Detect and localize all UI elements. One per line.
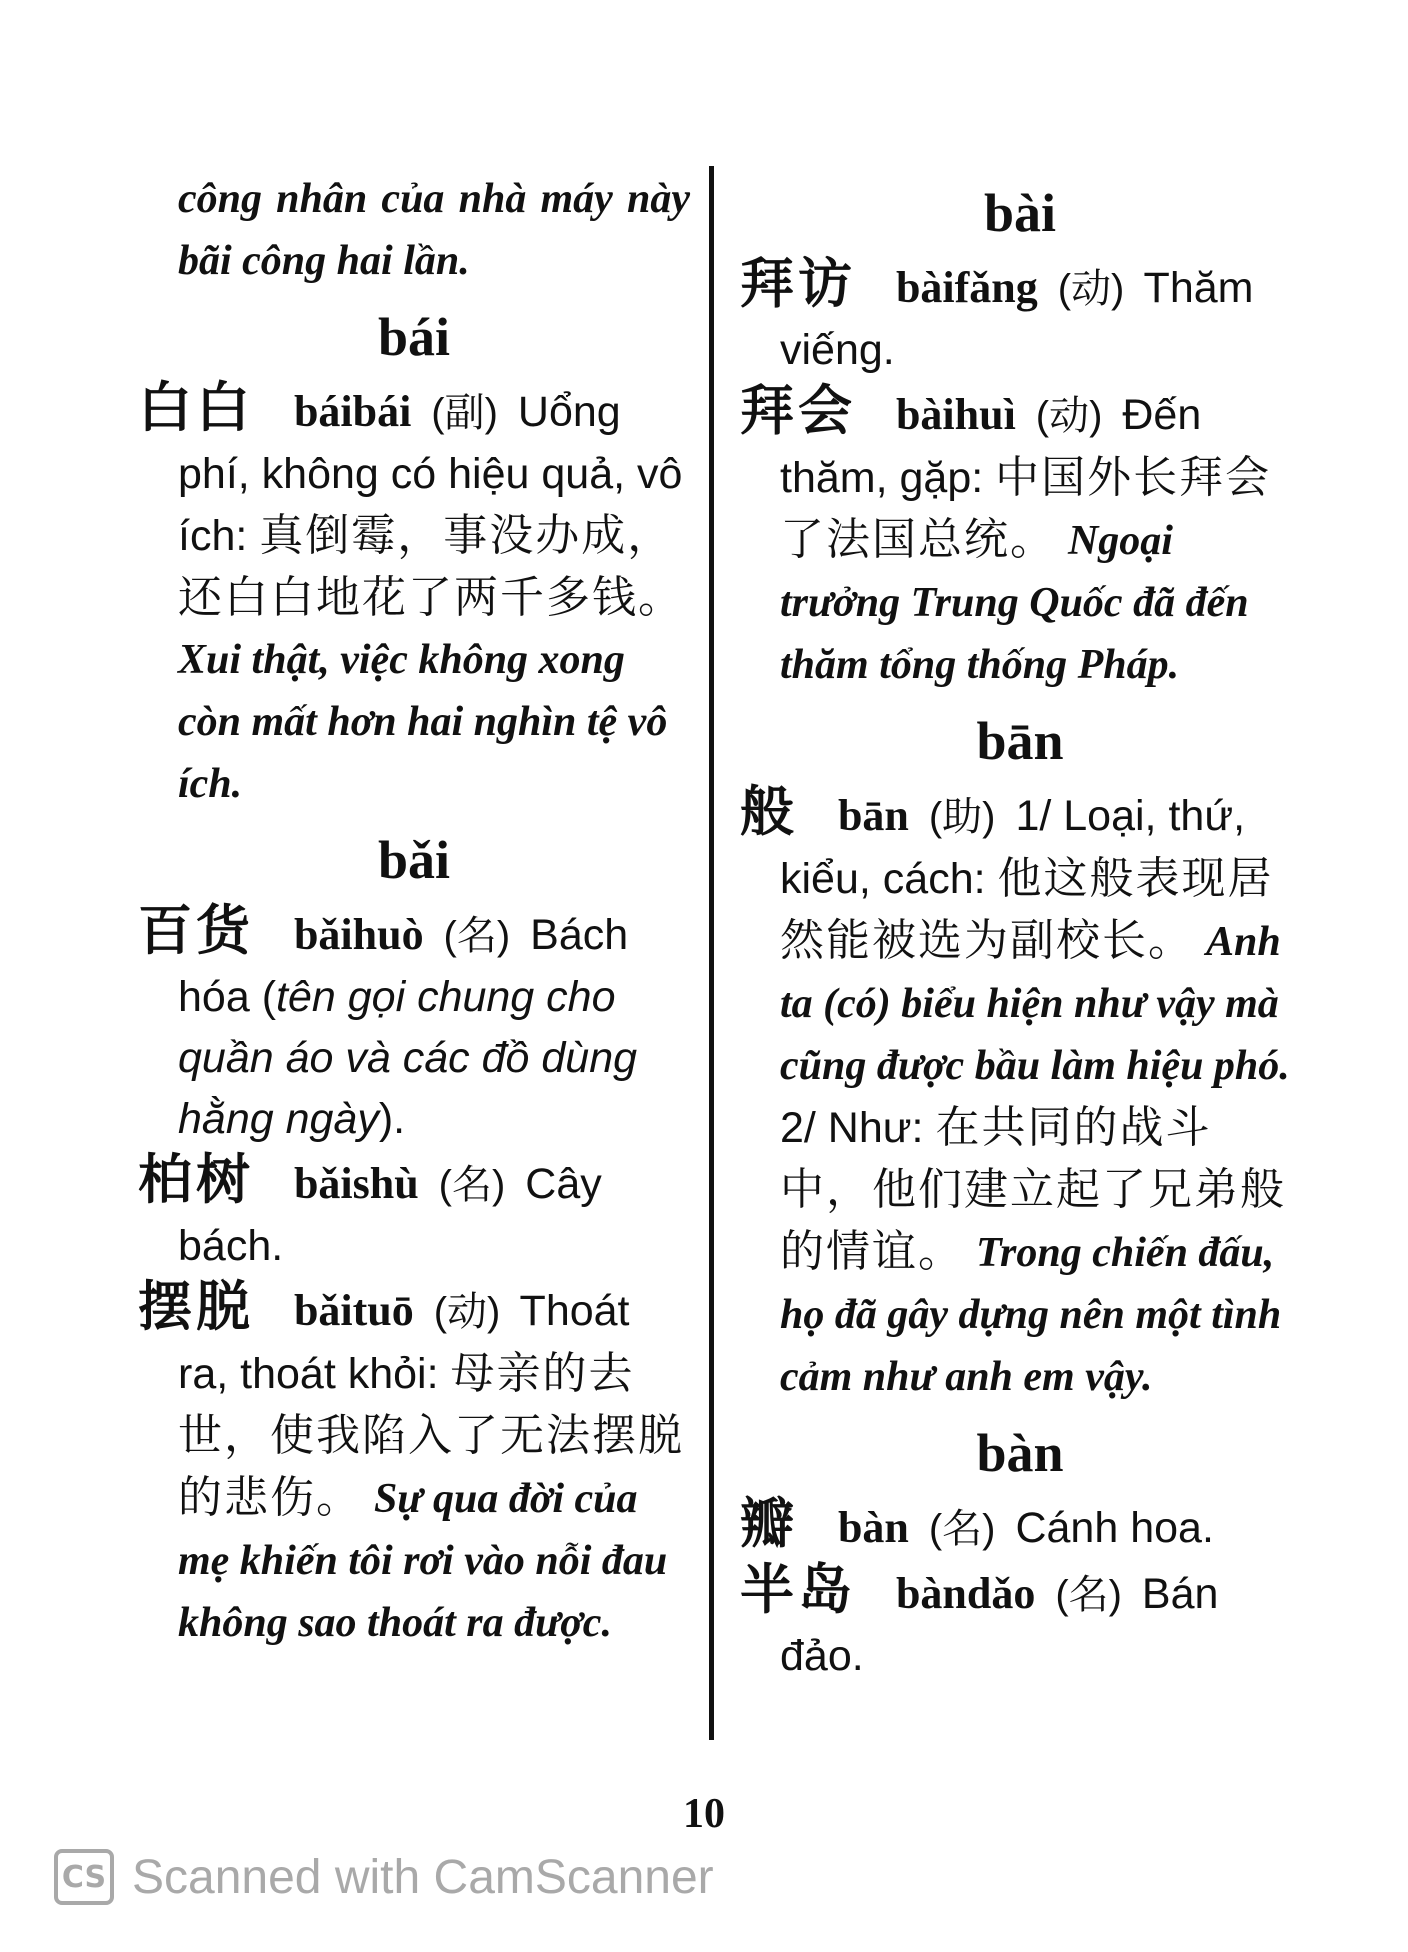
entry-pinyin: bǎishù	[293, 1159, 419, 1208]
entry-definition-note: tên gọi chung cho quần áo và các đồ dùng hằng ngày	[178, 973, 638, 1143]
example-vietnamese: Anh ta (có) biểu hiện như vậy mà cũng được bầu làm hiệu phó.	[780, 919, 1290, 1089]
example-vietnamese: Xui thật, việc không xong còn mất hơn hai nghìn tệ vô ích.	[178, 637, 668, 807]
entry-definition: Uổng phí, không có hiệu quả, vô ích:	[178, 388, 683, 560]
entry-pos: (动)	[433, 1290, 501, 1334]
example-vietnamese: Ngoại trưởng Trung Quốc đã đến thăm tổng thống Pháp.	[780, 518, 1249, 688]
entry-pinyin: bàihuì	[895, 390, 1016, 439]
entry-definition: Bách hóa (	[178, 911, 629, 1021]
entry-definition-2: 2/ Như:	[780, 1104, 924, 1152]
entry-pos: (动)	[1035, 394, 1103, 438]
entry-definition: Thăm viếng.	[780, 264, 1254, 374]
entry-baituo	[138, 1277, 690, 1654]
section-heading-ban1: bān	[976, 711, 1064, 771]
entry-pos: (助)	[928, 795, 996, 839]
entry-pos: (名)	[443, 914, 511, 958]
section-heading-bai2: bái	[377, 307, 451, 367]
watermark-text: Scanned with CamScanner	[132, 1850, 714, 1904]
example-chinese-2: 在共同的战斗中，他们建立起了兄弟般的情谊。	[780, 1103, 1286, 1276]
entry-baihuo	[138, 901, 690, 1150]
entry-ban-petal	[740, 1494, 1300, 1560]
entry-hanzi: 瓣	[740, 1494, 798, 1554]
section-heading-ban4: bàn	[976, 1423, 1064, 1483]
entry-pos: (名)	[438, 1163, 506, 1207]
entry-pinyin: bàndǎo	[895, 1569, 1036, 1618]
example-vietnamese: Sự qua đời của mẹ khiến tôi rơi vào nỗi đau không sao thoát ra được.	[178, 1476, 668, 1646]
right-column	[740, 168, 1300, 1687]
entry-hanzi: 百货	[138, 901, 254, 961]
entry-baishu	[138, 1150, 690, 1277]
entry-pinyin: báibái	[293, 387, 412, 436]
entry-baibai	[138, 378, 690, 815]
example-chinese: 真倒霉，事没办成，还白白地花了两千多钱。	[178, 511, 684, 622]
left-column	[138, 168, 690, 1654]
entry-baihui	[740, 381, 1300, 696]
example-chinese: 母亲的去世，使我陷入了无法摆脱的悲伤。	[178, 1349, 684, 1522]
example-chinese: 他这般表现居然能被选为副校长。	[780, 854, 1274, 965]
entry-pos: (名)	[928, 1507, 996, 1551]
entry-hanzi: 白白	[138, 378, 254, 438]
entry-baifang	[740, 254, 1300, 381]
camscanner-logo-icon: CS	[54, 1849, 114, 1905]
entry-pos: (名)	[1055, 1573, 1122, 1617]
entry-definition: Bán đảo.	[780, 1570, 1219, 1680]
column-divider	[709, 166, 714, 1740]
entry-hanzi: 柏树	[138, 1150, 254, 1210]
entry-pos: (副)	[431, 391, 498, 435]
entry-hanzi: 拜访	[740, 254, 856, 314]
section-heading-bai4: bài	[983, 183, 1057, 243]
entry-ban-particle	[740, 782, 1300, 1408]
entry-hanzi: 半岛	[740, 1560, 856, 1620]
entry-hanzi: 摆脱	[138, 1277, 254, 1337]
entry-hanzi: 拜会	[740, 381, 856, 441]
page-number: 10	[683, 1791, 725, 1837]
continued-example: công nhân của nhà máy này bãi công hai lần.	[178, 176, 690, 284]
entry-definition: Thoát ra, thoát khỏi:	[178, 1287, 630, 1398]
entry-definition-end: ).	[378, 1095, 406, 1143]
entry-pinyin: bàn	[837, 1503, 909, 1552]
camscanner-watermark	[54, 1844, 714, 1910]
entry-definition: Cánh hoa.	[1015, 1504, 1214, 1552]
entry-pinyin: bǎituō	[293, 1286, 414, 1335]
entry-pinyin: bān	[837, 791, 909, 840]
entry-definition: Cây bách.	[178, 1160, 602, 1270]
entry-bandao	[740, 1560, 1300, 1687]
entry-definition: 1/ Loại, thứ, kiểu, cách:	[780, 792, 1246, 903]
entry-pinyin: bàifǎng	[895, 263, 1038, 312]
entry-pinyin: bǎihuò	[293, 910, 424, 959]
entry-definition: Đến thăm, gặp:	[780, 391, 1202, 502]
section-heading-bai3: bǎi	[377, 830, 451, 890]
example-chinese: 中国外长拜会了法国总统。	[780, 453, 1272, 564]
example-vietnamese-2: Trong chiến đấu, họ đã gây dựng nên một tình cảm như anh em vậy.	[780, 1230, 1282, 1400]
entry-pos: (动)	[1057, 267, 1125, 311]
entry-hanzi: 般	[740, 782, 798, 842]
